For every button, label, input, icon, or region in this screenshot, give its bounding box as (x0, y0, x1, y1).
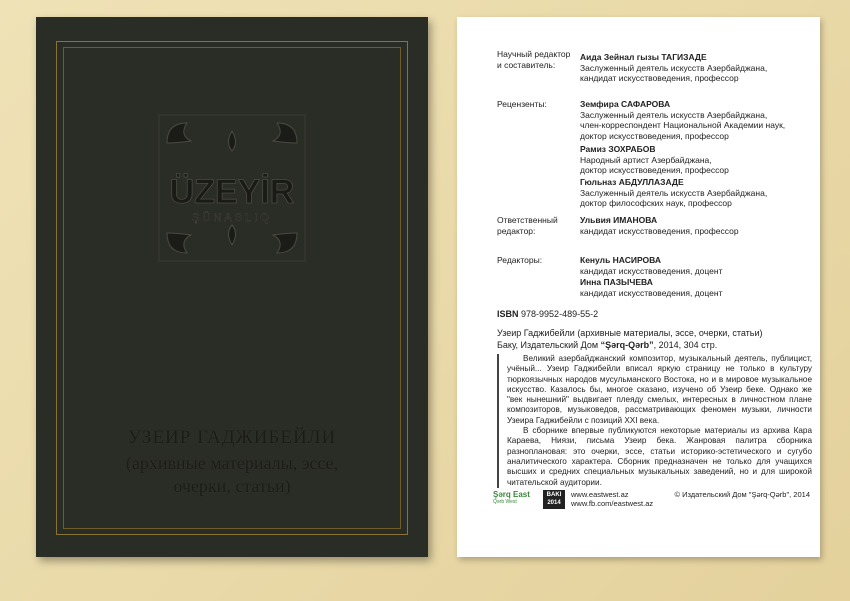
credit-entry (580, 52, 810, 84)
imprint-page (457, 17, 820, 557)
baku-year-badge: BAKI 2014 (543, 490, 565, 509)
credit-entry (580, 144, 810, 176)
citation-publisher: “Şərq-Qərb” (600, 340, 654, 350)
isbn-value: 978-9952-489-55-2 (521, 309, 599, 319)
credit-person-name: Ульвия ИМАНОВА (580, 215, 658, 225)
credit-person-name: Гюльназ АБДУЛЛАЗАДЕ (580, 177, 684, 187)
emblem-title: ÜZEYİR (169, 173, 295, 211)
credit-role-label: Редакторы: (497, 255, 543, 265)
credit-entry (580, 215, 810, 236)
isbn-label: ISBN (497, 309, 519, 319)
credit-entry (580, 255, 810, 276)
credit-entry (580, 277, 810, 298)
emblem-subtitle: ŞÜNASLIQ (192, 212, 272, 224)
book-cover (36, 17, 428, 557)
cover-title-block (36, 427, 428, 497)
credit-role-label: Ответственный редактор: (497, 215, 558, 236)
website-link[interactable]: www.eastwest.az (571, 490, 629, 499)
credit-person-title: кандидат искусствоведения, профессор (580, 225, 739, 236)
cover-title: УЗЕИР ГАДЖИБЕЙЛИ (127, 427, 337, 448)
credit-person-title: Заслуженный деятель искусств Азербайджана, член-корреспондент Национальной Академии наук, доктор искусствоведения, профессор (580, 109, 786, 141)
isbn-line (497, 309, 598, 320)
credit-role-label: Рецензенты: (497, 99, 547, 109)
credit-entry (580, 99, 810, 141)
credit-person-name: Земфира САФАРОВА (580, 99, 671, 109)
credit-entry (580, 177, 810, 209)
citation-year-pages: , 2014, 304 стр. (653, 340, 718, 350)
facebook-link[interactable]: www.fb.com/eastwest.az (571, 499, 654, 508)
annotation (497, 354, 812, 488)
publisher-logo-line2: Qərb West (493, 499, 517, 505)
credit-person-name: Аида Зейнал гызы ТАГИЗАДЕ (580, 52, 707, 62)
cover-subtitle-line1: (архивные материалы, эссе, (125, 453, 339, 473)
uzeyirshunasliq-emblem (157, 113, 307, 263)
publisher-logo-line1: Şərq East (493, 490, 530, 499)
citation (497, 327, 763, 351)
credit-person-title: кандидат искусствоведения, доцент (580, 265, 723, 276)
credit-person-title: Заслуженный деятель искусств Азербайджана, кандидат искусствоведения, профессор (580, 62, 768, 84)
publisher-logo (493, 490, 535, 510)
copyright-notice: © Издательский Дом "Şərq-Qərb", 2014 (674, 490, 810, 499)
citation-line1: Узеир Гаджибейли (архивные материалы, эссе, очерки, статьи) (497, 328, 763, 338)
credit-person-title: Народный артист Азербайджана, доктор искусствоведения, профессор (580, 154, 729, 176)
citation-place: Баку, Издательский Дом (497, 340, 601, 350)
credit-person-title: кандидат искусствоведения, доцент (580, 287, 723, 298)
credit-person-name: Кенуль НАСИРОВА (580, 255, 661, 265)
credit-person-name: Рамиз ЗОХРАБОВ (580, 144, 656, 154)
publisher-links (571, 490, 653, 508)
credit-person-title: Заслуженный деятель искусств Азербайджана, доктор философских наук, профессор (580, 187, 768, 209)
imprint-footer (493, 487, 810, 513)
credit-role-label: Научный редактор и составитель: (497, 49, 571, 70)
citation-line2 (497, 339, 763, 351)
cover-subtitle-line2: очерки, статьи) (173, 476, 291, 496)
annotation-paragraph-1: Великий азербайджанский композитор, музыкальный деятель, публицист, учёный... Узеир Гаджибейли вписал яркую страницу не только в культуру тюркоязычных народов мусульманского Востока, но и в мировое музыкальное искусство. Казалось бы, многое сказано, изучено об Узеир беке. Однако же "век нынешний" выдвигает плеяду смелых, интересных в личностном плане композиторов, музыковедов, рассматривающих феномен музыки, личности Узеира Гаджибейли с позиций XXI века. (507, 354, 812, 425)
annotation-paragraph-2: В сборнике впервые публикуются некоторые материалы из архива Кара Караева, Ниязи, письма Узеир бека. Жанровая палитра сборника разноплановая: это очерки, эссе, статьи историко-эстетического и сугубо аналитического характера. Сборник предназначен не только для учащихся высших и средних специальных музыкальных заведений, но и для широкой читательской аудитории. (507, 426, 812, 487)
credit-person-name: Инна ПАЗЫЧЕВА (580, 277, 653, 287)
